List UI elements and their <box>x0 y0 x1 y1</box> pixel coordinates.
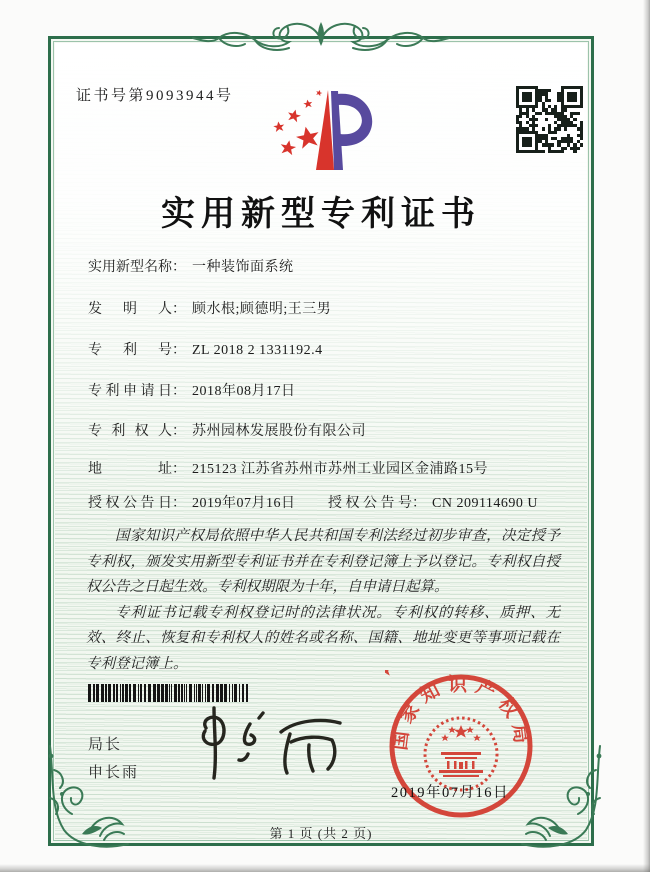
field-value: 215123 江苏省苏州市苏州工业园区金浦路15号 <box>192 462 488 477</box>
field-row-patent-number: 专利号： ZL 2018 2 1331192.4 <box>88 339 323 359</box>
field-value: 2018年08月17日 <box>192 384 296 399</box>
body-paragraph-2: 专利证书记载专利权登记时的法律状况。专利权的转移、质押、无效、终止、恢复和专利权人的姓名或名称、国籍、地址变更等事项记载在专利登记簿上。 <box>86 604 560 672</box>
cnipa-logo <box>268 86 390 178</box>
field-value: 一种装饰面系统 <box>192 260 294 275</box>
legal-body-text <box>86 524 560 677</box>
field-value: 2019年07月16日 <box>192 496 296 511</box>
top-scroll-ornament-icon <box>191 16 451 62</box>
field-label: 授权公告日 <box>88 496 172 511</box>
photo-edge-bottom <box>0 864 650 872</box>
field-label: 专利权人 <box>88 424 172 439</box>
field-value: 顾水根;顾德明;王三男 <box>192 302 332 317</box>
field-value: ZL 2018 2 1331192.4 <box>192 343 323 358</box>
svg-text:国家知识产权局 <box>389 673 533 752</box>
field-row-patentee: 专利权人： 苏州园林发展股份有限公司 <box>88 420 366 440</box>
commissioner-title: 局长 <box>88 736 123 753</box>
field-row-utility-model-name: 实用新型名称： 一种装饰面系统 <box>88 256 294 276</box>
field-label: 授权公告号 <box>328 496 412 511</box>
field-row-address: 地址： 215123 江苏省苏州市苏州工业园区金浦路15号 <box>88 458 488 478</box>
field-label: 地址 <box>88 462 172 477</box>
field-row-grant-number: 授权公告号： CN 209114690 U <box>328 492 538 512</box>
field-label: 实用新型名称 <box>88 260 172 275</box>
field-row-grant: 授权公告日： 2019年07月16日 授权公告号： CN 209114690 U <box>88 492 296 512</box>
field-label: 专利申请日 <box>88 384 172 399</box>
seal-text: 国家知识产权局 <box>389 674 533 752</box>
qr-code <box>515 85 584 154</box>
field-value: CN 209114690 U <box>432 496 539 511</box>
handwritten-signature <box>186 698 354 786</box>
certificate-title: 实用新型专利证书 <box>161 196 481 233</box>
seal-date: 2019年07月16日 <box>391 785 509 801</box>
field-row-filing-date: 专利申请日： 2018年08月17日 <box>88 380 296 400</box>
field-label: 发明人 <box>88 302 172 317</box>
page-number: 第 1 页 (共 2 页) <box>269 826 373 841</box>
field-value: 苏州园林发展股份有限公司 <box>192 424 366 439</box>
field-label: 专利号 <box>88 343 172 358</box>
photo-edge-right <box>643 0 650 872</box>
field-row-inventors: 发明人： 顾水根;顾德明;王三男 <box>88 298 331 318</box>
certificate-number: 证书号第9093944号 <box>76 88 234 104</box>
commissioner-name: 申长雨 <box>88 764 140 781</box>
body-paragraph-1: 国家知识产权局依照中华人民共和国专利法经过初步审查，决定授予专利权，颁发实用新型专利证书并在专利登记簿上予以登记。专利权自授权公告之日起生效。专利权期限为十年，自申请日起算。 <box>86 528 560 595</box>
